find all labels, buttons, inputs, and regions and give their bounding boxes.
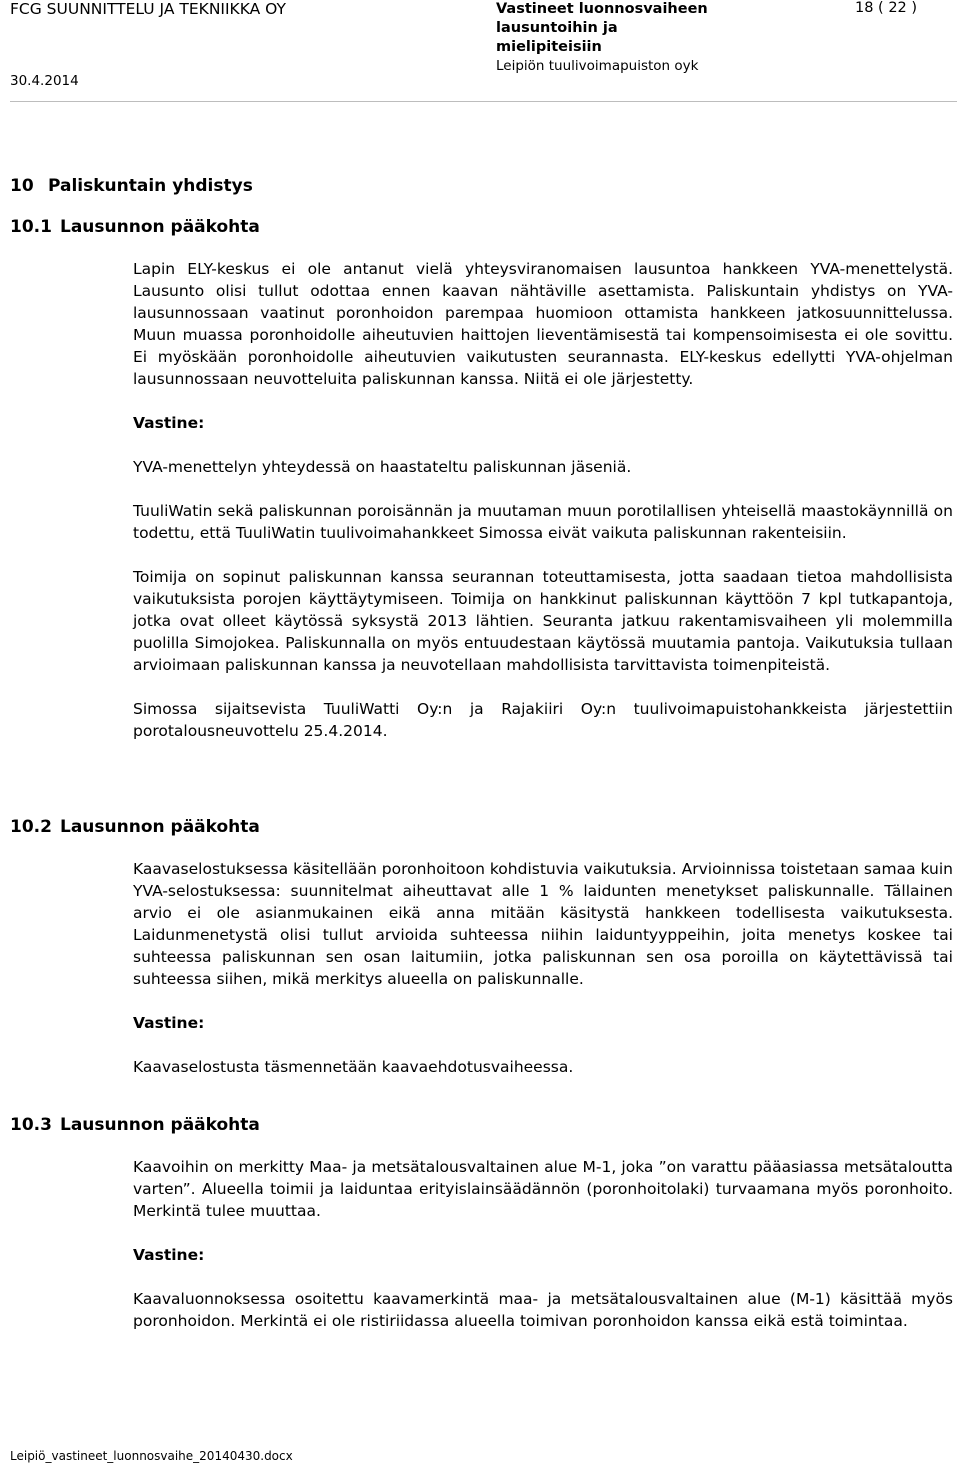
subsection-number: 10.1 <box>10 217 52 237</box>
response-paragraph: Simossa sijaitsevista TuuliWatti Oy:n ja Rajakiiri Oy:n tuulivoimapuistohankkeista järjestettiin porotalousneuvottelu 25.4.2014. <box>133 700 953 740</box>
subsection-body-10-2 <box>133 858 953 1078</box>
statement-text: Lapin ELY-keskus ei ole antanut vielä yhteysviranomaisen lausuntoa hankkeen YVA-menettelystä. Lausunto olisi tullut odottaa ennen kaavan nähtäville asettamista. Paliskuntain yhdistys on YVA-lausunnossaan vaatinut poronhoidon parempaa huomioon ottamista hankkeen jatkosuunnittelussa. Muun muassa poronhoidolle aiheutuvien haittojen lieventämisestä tai kompensoimisesta ei ole sovittu. Ei myöskään poronhoidolle aiheutuvien vaikutusten seurannasta. ELY-keskus edellytti YVA-ohjelman lausunnossaan neuvotteluita paliskunnan kanssa. Niitä ei ole järjestetty. <box>133 260 953 388</box>
page-number: 18 ( 22 ) <box>855 0 918 16</box>
response-paragraph: TuuliWatin sekä paliskunnan poroisännän ja muutaman muun porotilallisen yhteisellä maastokäynnillä on todettu, että TuuliWatin tuulivoimahankkeet Simossa eivät vaikuta paliskunnan rakenteisiin. <box>133 502 953 542</box>
subsection-body-10-1 <box>133 258 953 742</box>
response-label: Vastine: <box>133 1246 205 1264</box>
response-paragraph: YVA-menettelyn yhteydessä on haastateltu paliskunnan jäseniä. <box>133 458 632 476</box>
subsection-heading-10-1 <box>10 217 260 237</box>
response-paragraph: Kaavaluonnoksessa osoitettu kaavamerkintä maa- ja metsätalousvaltainen alue (M-1) käsittää myös poronhoidon. Merkintä ei ole ristiriidassa alueella toimivan poronhoidon kanssa eikä estä toimintaa. <box>133 1290 953 1330</box>
page-header-title <box>496 0 708 76</box>
doc-title-line1: Vastineet luonnosvaiheen <box>496 1 708 17</box>
response-label: Vastine: <box>133 1014 205 1032</box>
response-label: Vastine: <box>133 414 205 432</box>
company-name: FCG SUUNNITTELU JA TEKNIIKKA OY <box>10 0 286 18</box>
response-paragraph: Kaavaselostusta täsmennetään kaavaehdotusvaiheessa. <box>133 1058 574 1076</box>
subsection-title: Lausunnon pääkohta <box>60 1115 260 1135</box>
subsection-title: Lausunnon pääkohta <box>60 817 260 837</box>
subsection-heading-10-3 <box>10 1115 260 1135</box>
document-date: 30.4.2014 <box>10 73 79 89</box>
header-divider <box>10 101 957 102</box>
statement-text: Kaavoihin on merkitty Maa- ja metsätalousvaltainen alue M-1, joka ”on varattu pääasiassa metsätaloutta varten”. Alueella toimii ja laiduntaa erityislainsäädännön (poronhoitolaki) turvaamana myös poronhoito. Merkintä tulee muuttaa. <box>133 1158 953 1220</box>
subsection-title: Lausunnon pääkohta <box>60 217 260 237</box>
footer-filename: Leipiö_vastineet_luonnosvaihe_20140430.docx <box>10 1449 293 1463</box>
section-heading <box>10 176 253 196</box>
section-number: 10 <box>10 176 34 196</box>
doc-title-line2: lausuntoihin ja <box>496 20 618 36</box>
page-header-left <box>10 0 286 89</box>
subsection-number: 10.2 <box>10 817 52 837</box>
statement-text: Kaavaselostuksessa käsitellään poronhoitoon kohdistuvia vaikutuksia. Arvioinnissa toistetaan samaa kuin YVA-selostuksessa: suunnitelmat aiheuttavat alle 1 % laidunten menetykset paliskunnalle. Tällainen arvio ei ole asianmukainen eikä anna mitään käsitystä hankkeen todellisesta vaikutuksesta. Laidunmenetystä olisi tullut arvioida suhteessa niihin laiduntyyppeihin, joita menetys koskee tai suhteessa paliskunnan sen osan laitumiin, jotka paliskunnan sen osa poroilla on käytettävissä tai suhteessa siihen, mikä merkitys alueella on paliskunnalle. <box>133 860 953 988</box>
section-title: Paliskuntain yhdistys <box>48 176 253 196</box>
subsection-number: 10.3 <box>10 1115 52 1135</box>
project-name: Leipiön tuulivoimapuiston oyk <box>496 58 699 74</box>
subsection-body-10-3 <box>133 1156 953 1332</box>
doc-title-line3: mielipiteisiin <box>496 39 602 55</box>
subsection-heading-10-2 <box>10 817 260 837</box>
response-paragraph: Toimija on sopinut paliskunnan kanssa seurannan toteuttamisesta, jotta saadaan tietoa mahdollisista vaikutuksista porojen käyttäytymiseen. Toimija on hankkinut paliskunnan käyttöön 7 kpl tutkapantoja, jotka ovat olleet käytössä syksystä 2013 lähtien. Seuranta jatkuu rakentamisvaiheen yli molemmilla puolilla Simojokea. Paliskunnalla on myös entuudestaan käytössä muutamia pantoja. Vaikutuksia tullaan arvioimaan paliskunnan kanssa ja neuvotellaan mahdollisista tarvittavista toimenpiteistä. <box>133 568 953 674</box>
